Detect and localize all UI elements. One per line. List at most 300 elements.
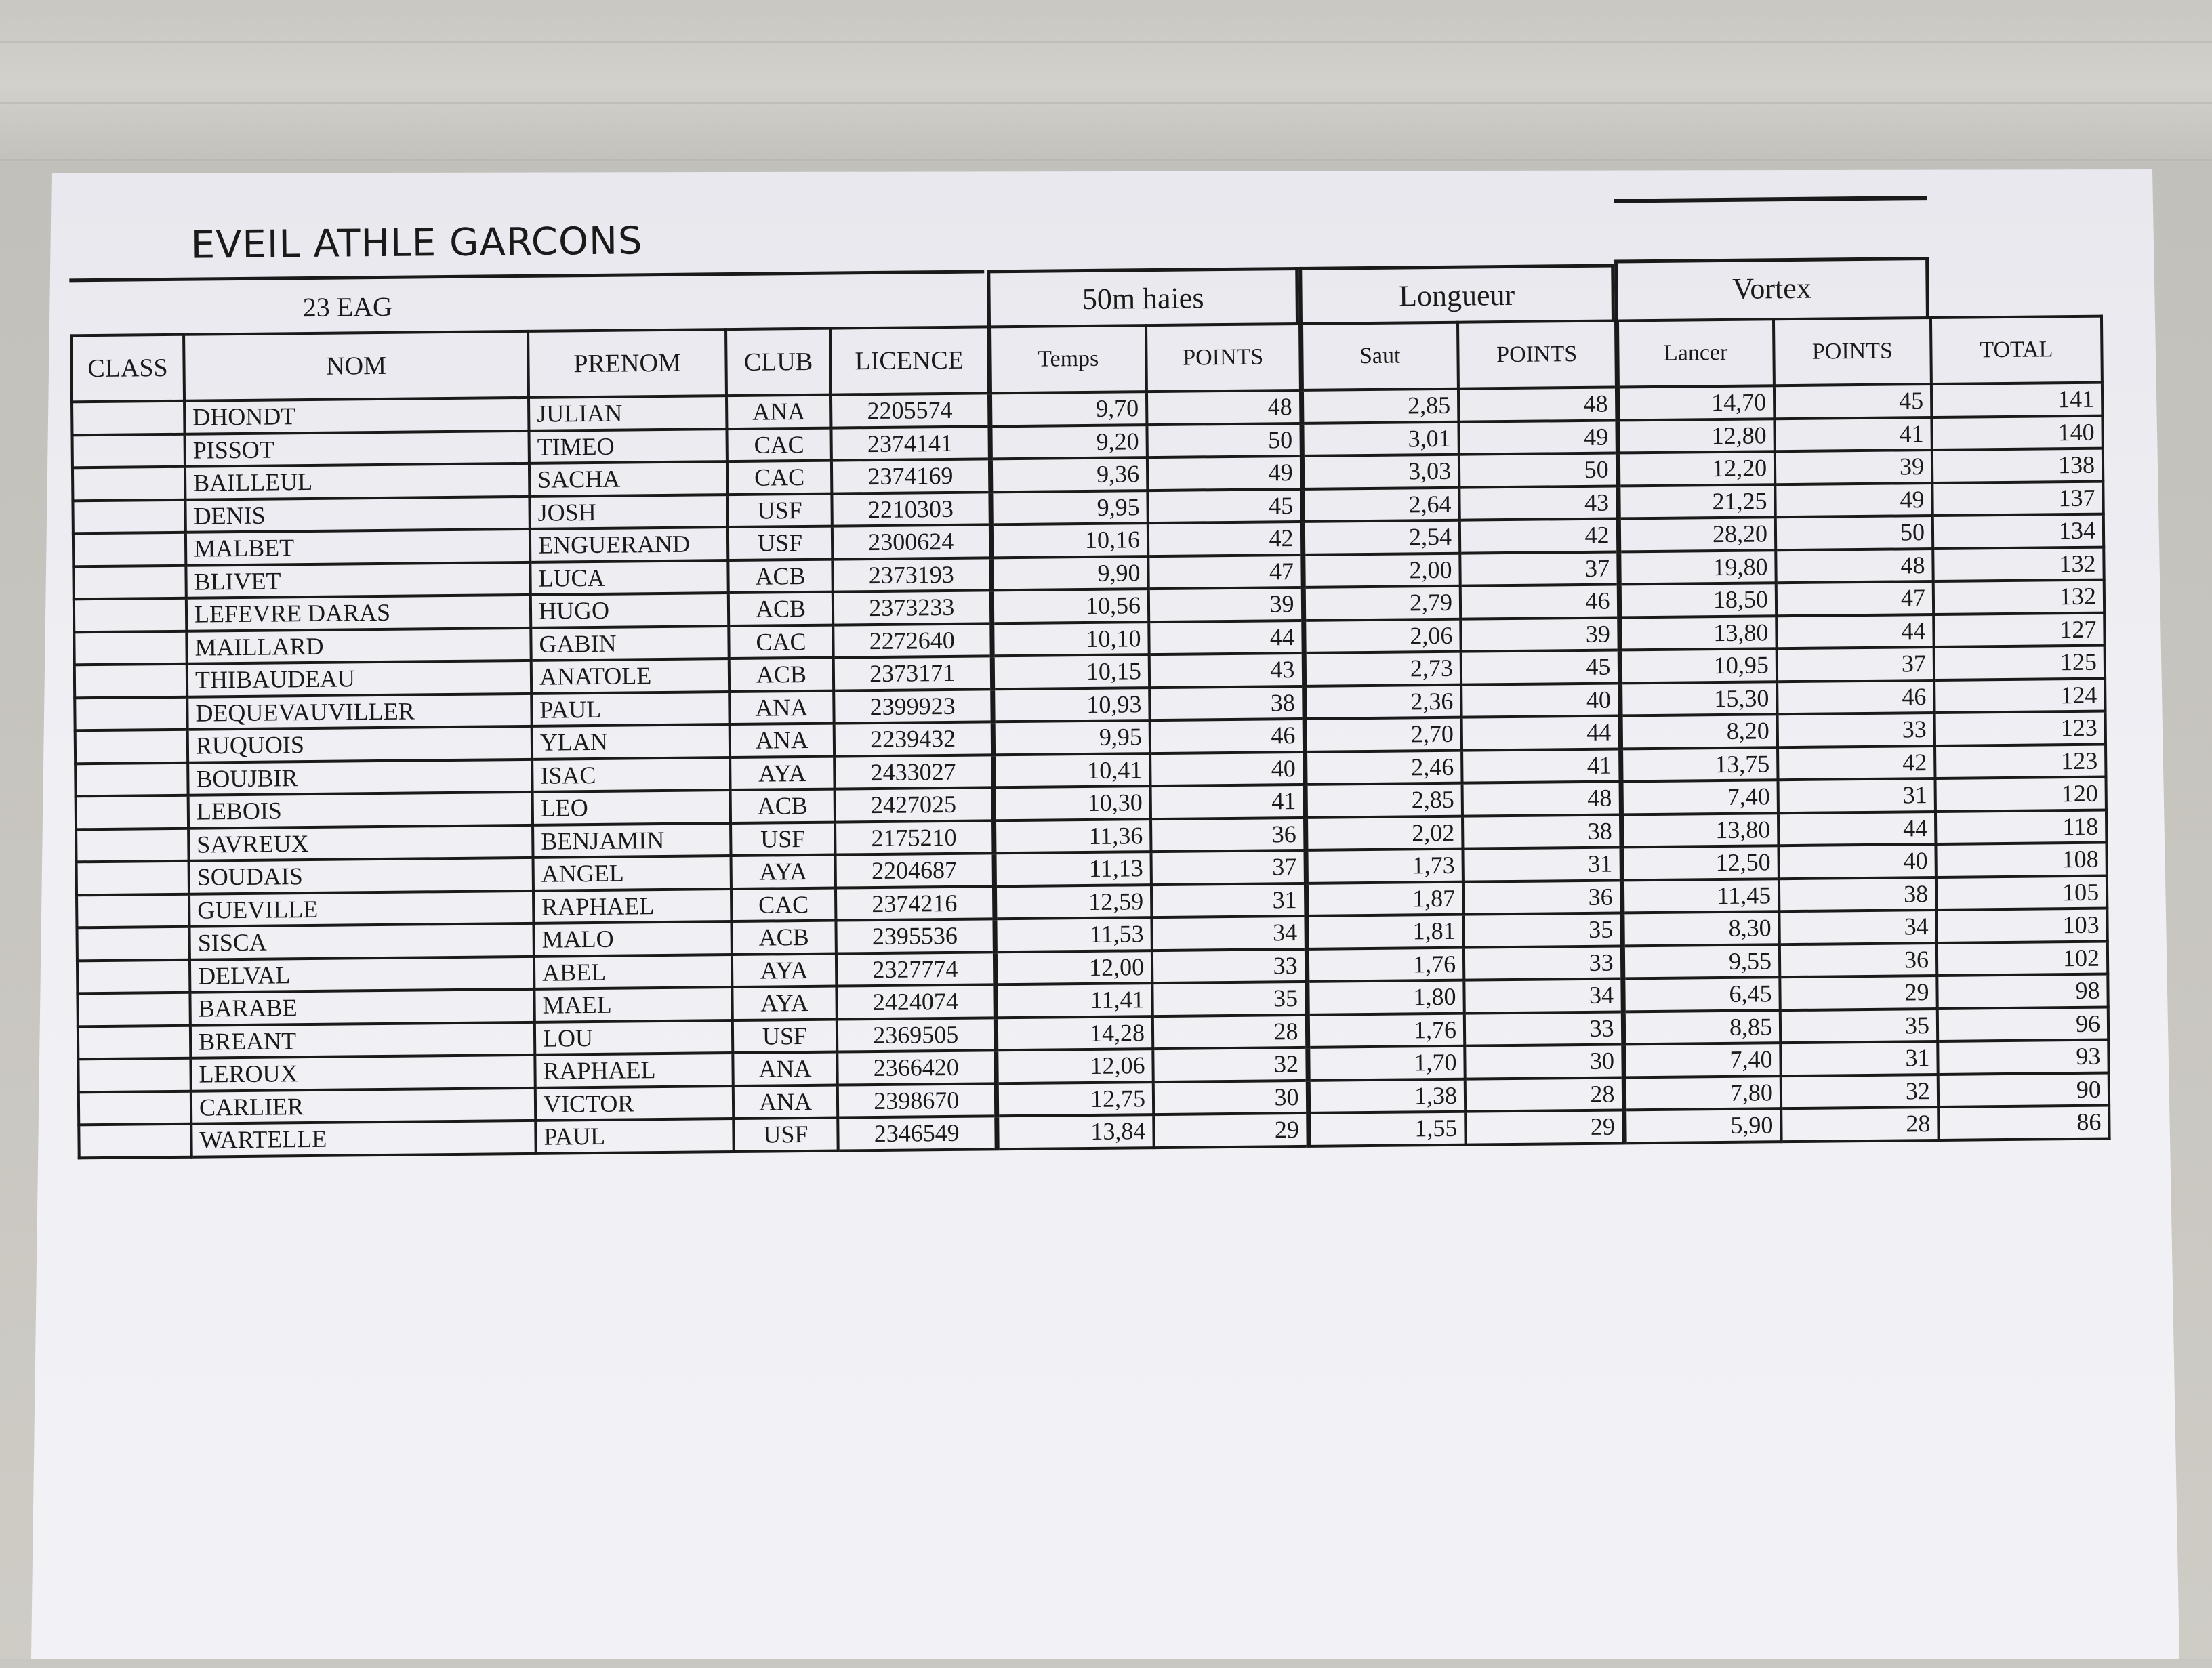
prenom-cell: VICTOR <box>535 1086 733 1121</box>
col-points-longueur: POINTS <box>1458 320 1617 388</box>
prenom-cell: LOU <box>535 1020 733 1055</box>
saut-cell: 2,02 <box>1305 816 1462 850</box>
points-haies-cell: 50 <box>1147 423 1301 457</box>
page-title: EVEIL ATHLE GARCONS <box>190 219 643 268</box>
points-longueur-cell: 44 <box>1462 715 1620 750</box>
club-cell: AYA <box>730 756 834 790</box>
class-cell <box>75 762 188 796</box>
class-cell <box>75 664 187 698</box>
results-body <box>72 383 2110 1158</box>
lancer-cell: 8,85 <box>1623 1010 1780 1045</box>
lancer-cell: 14,70 <box>1617 385 1774 420</box>
col-points-vortex: POINTS <box>1774 318 1931 385</box>
licence-cell: 2210303 <box>832 492 990 526</box>
class-cell <box>73 533 186 566</box>
total-cell: 103 <box>1936 909 2107 943</box>
lancer-cell: 5,90 <box>1624 1108 1781 1143</box>
lancer-cell: 12,50 <box>1621 846 1778 880</box>
lancer-cell: 28,20 <box>1618 517 1776 551</box>
licence-cell: 2175210 <box>835 820 994 855</box>
nom-cell: BARABE <box>190 989 534 1025</box>
event-group-longueur-label: Longueur <box>1398 278 1515 313</box>
col-points-haies: POINTS <box>1146 324 1301 392</box>
class-cell <box>74 631 186 665</box>
club-cell: ANA <box>729 690 834 724</box>
lancer-cell: 15,30 <box>1620 682 1777 716</box>
points-longueur-cell: 43 <box>1459 486 1618 520</box>
lancer-cell: 19,80 <box>1618 550 1776 585</box>
points-longueur-cell: 31 <box>1462 847 1621 881</box>
licence-cell: 2366420 <box>837 1050 996 1085</box>
club-cell: ACB <box>729 592 833 626</box>
temps-cell: 9,20 <box>989 425 1147 459</box>
club-cell: USF <box>733 1118 838 1152</box>
points-vortex-cell: 50 <box>1776 516 1933 550</box>
lancer-cell: 7,80 <box>1624 1076 1781 1110</box>
prenom-cell: TIMEO <box>529 429 726 463</box>
licence-cell: 2373233 <box>833 590 991 625</box>
total-cell: 86 <box>1938 1106 2109 1140</box>
points-vortex-cell: 36 <box>1780 942 1937 977</box>
points-haies-cell: 39 <box>1149 587 1303 622</box>
points-haies-cell: 41 <box>1151 785 1305 819</box>
nom-cell: BAILLEUL <box>185 463 529 499</box>
club-cell: CAC <box>729 625 833 659</box>
temps-cell: 11,41 <box>995 983 1152 1018</box>
club-cell: ACB <box>731 921 836 955</box>
licence-cell: 2205574 <box>831 393 989 428</box>
club-cell: ANA <box>733 1052 837 1086</box>
points-vortex-cell: 44 <box>1776 614 1933 649</box>
lancer-cell: 7,40 <box>1621 780 1778 814</box>
points-haies-cell: 47 <box>1148 554 1303 589</box>
licence-cell: 2398670 <box>838 1083 996 1118</box>
points-longueur-cell: 40 <box>1461 683 1620 717</box>
points-longueur-cell: 36 <box>1463 880 1622 915</box>
prenom-cell: SACHA <box>529 461 727 496</box>
points-longueur-cell: 46 <box>1460 584 1619 619</box>
class-cell <box>79 1091 191 1125</box>
col-lancer: Lancer <box>1616 319 1774 387</box>
licence-cell: 2427025 <box>835 787 994 822</box>
title-underline <box>69 270 984 282</box>
event-group-haies <box>987 267 1299 328</box>
class-cell <box>78 1025 190 1059</box>
saut-cell: 3,03 <box>1302 455 1459 489</box>
points-longueur-cell: 34 <box>1464 978 1622 1013</box>
saut-cell: 2,06 <box>1303 619 1460 653</box>
prenom-cell: ENGUERAND <box>530 527 728 562</box>
club-cell: USF <box>727 493 832 527</box>
results-table <box>70 315 2111 1159</box>
licence-cell: 2373171 <box>834 656 992 690</box>
total-cell: 102 <box>1937 941 2108 976</box>
class-cell <box>73 467 185 501</box>
points-longueur-cell: 49 <box>1458 420 1617 455</box>
points-vortex-cell: 44 <box>1778 811 1936 846</box>
class-cell <box>77 894 189 927</box>
class-cell <box>73 565 186 599</box>
col-temps: Temps <box>989 325 1147 393</box>
temps-cell: 10,93 <box>992 688 1149 722</box>
points-haies-cell: 49 <box>1147 456 1302 491</box>
club-cell: AYA <box>731 855 836 889</box>
prenom-cell: JULIAN <box>529 396 726 430</box>
saut-cell: 2,70 <box>1305 717 1462 752</box>
points-vortex-cell: 39 <box>1775 450 1932 484</box>
saut-cell: 1,81 <box>1306 915 1463 949</box>
points-haies-cell: 34 <box>1151 916 1306 951</box>
club-cell: ANA <box>733 1085 838 1119</box>
lancer-cell: 13,80 <box>1621 813 1778 848</box>
points-longueur-cell: 28 <box>1465 1077 1624 1112</box>
prenom-cell: RAPHAEL <box>533 889 731 923</box>
event-group-haies-label: 50m haies <box>1082 281 1204 316</box>
club-cell: CAC <box>726 428 831 461</box>
lancer-cell: 12,80 <box>1617 419 1774 453</box>
class-cell <box>77 959 190 993</box>
temps-cell: 9,95 <box>990 491 1147 525</box>
lancer-cell: 7,40 <box>1623 1043 1780 1077</box>
nom-cell: BREANT <box>190 1022 535 1058</box>
points-haies-cell: 28 <box>1153 1014 1307 1049</box>
nom-cell: DENIS <box>185 496 529 532</box>
temps-cell: 10,10 <box>991 622 1149 656</box>
points-vortex-cell: 40 <box>1778 844 1936 879</box>
nom-cell: SOUDAIS <box>189 858 533 894</box>
class-cell <box>75 730 188 764</box>
nom-cell: LEBOIS <box>188 792 533 828</box>
total-cell: 138 <box>1932 449 2103 483</box>
class-cell <box>73 499 185 533</box>
saut-cell: 1,76 <box>1307 947 1464 982</box>
prenom-cell: YLAN <box>532 724 730 759</box>
licence-cell: 2369505 <box>837 1018 996 1052</box>
total-cell: 132 <box>1933 547 2104 581</box>
col-saut: Saut <box>1300 322 1458 390</box>
nom-cell: LEFEVRE DARAS <box>186 595 531 631</box>
class-cell <box>77 861 189 895</box>
points-vortex-cell: 48 <box>1776 549 1933 583</box>
lancer-cell: 10,95 <box>1620 648 1777 683</box>
points-longueur-cell: 39 <box>1460 617 1619 652</box>
points-haies-cell: 32 <box>1153 1047 1307 1082</box>
points-haies-cell: 30 <box>1153 1080 1308 1114</box>
temps-cell: 9,90 <box>991 556 1148 591</box>
club-cell: ACB <box>731 789 835 823</box>
class-cell <box>74 598 186 632</box>
points-vortex-cell: 41 <box>1774 417 1931 452</box>
saut-cell: 2,85 <box>1301 389 1458 423</box>
saut-cell: 1,70 <box>1307 1046 1465 1081</box>
points-longueur-cell: 35 <box>1463 913 1622 947</box>
temps-cell: 10,41 <box>993 753 1150 788</box>
lancer-cell: 6,45 <box>1622 977 1780 1012</box>
temps-cell: 10,56 <box>991 589 1149 623</box>
club-cell: ANA <box>726 395 831 429</box>
licence-cell: 2346549 <box>838 1116 996 1150</box>
club-cell: AYA <box>732 986 836 1020</box>
prenom-cell: ANGEL <box>533 856 731 890</box>
prenom-cell: GABIN <box>531 626 729 661</box>
total-cell: 132 <box>1933 580 2104 614</box>
col-prenom: PRENOM <box>528 329 726 398</box>
points-longueur-cell: 33 <box>1465 1012 1623 1046</box>
total-cell: 123 <box>1935 744 2106 778</box>
col-nom: NOM <box>184 331 529 401</box>
prenom-cell: LEO <box>533 790 731 825</box>
nom-cell: THIBAUDEAU <box>187 661 531 696</box>
signature-line <box>1614 196 1927 203</box>
class-cell <box>72 434 184 467</box>
total-cell: 127 <box>1933 612 2104 647</box>
class-cell <box>77 993 190 1026</box>
points-vortex-cell: 47 <box>1776 581 1933 616</box>
points-longueur-cell: 48 <box>1458 387 1617 421</box>
licence-cell: 2424074 <box>836 984 995 1019</box>
class-cell <box>78 1058 190 1092</box>
prenom-cell: MALO <box>533 921 731 956</box>
points-haies-cell: 35 <box>1152 982 1307 1016</box>
temps-cell: 12,75 <box>996 1082 1153 1117</box>
nom-cell: SAVREUX <box>188 825 533 860</box>
lancer-cell: 18,50 <box>1619 583 1776 617</box>
total-cell: 96 <box>1938 1007 2108 1041</box>
club-cell: USF <box>728 526 832 560</box>
total-cell: 108 <box>1936 843 2106 877</box>
saut-cell: 1,87 <box>1306 881 1463 916</box>
nom-cell: PISSOT <box>184 430 529 466</box>
saut-cell: 2,85 <box>1305 783 1462 818</box>
club-cell: ANA <box>730 724 834 757</box>
prenom-cell: BENJAMIN <box>533 823 731 858</box>
points-vortex-cell: 46 <box>1777 680 1934 715</box>
total-cell: 93 <box>1938 1040 2108 1075</box>
nom-cell: WARTELLE <box>191 1121 535 1156</box>
points-vortex-cell: 42 <box>1778 745 1935 780</box>
club-cell: USF <box>733 1019 837 1053</box>
temps-cell: 10,30 <box>994 786 1151 820</box>
class-cell <box>72 401 184 435</box>
col-total: TOTAL <box>1931 316 2102 384</box>
total-cell: 98 <box>1937 974 2108 1009</box>
prenom-cell: PAUL <box>535 1119 733 1153</box>
lancer-cell: 12,20 <box>1618 451 1775 486</box>
class-cell <box>76 795 188 829</box>
prenom-cell: ANATOLE <box>531 659 729 693</box>
points-vortex-cell: 37 <box>1777 647 1934 682</box>
nom-cell: GUEVILLE <box>189 890 533 926</box>
points-longueur-cell: 45 <box>1461 650 1620 684</box>
prenom-cell: MAEL <box>534 987 732 1022</box>
lancer-cell: 21,25 <box>1618 484 1775 519</box>
saut-cell: 2,64 <box>1302 487 1459 522</box>
saut-cell: 1,55 <box>1308 1112 1465 1146</box>
nom-cell: RUQUOIS <box>188 726 532 762</box>
class-cell <box>76 828 188 862</box>
total-cell: 90 <box>1938 1072 2109 1107</box>
licence-cell: 2204687 <box>835 853 994 888</box>
points-vortex-cell: 35 <box>1780 1008 1938 1043</box>
temps-cell: 12,00 <box>995 951 1152 985</box>
temps-cell: 9,36 <box>990 457 1147 492</box>
points-vortex-cell: 33 <box>1778 713 1935 747</box>
total-cell: 140 <box>1931 415 2102 450</box>
total-cell: 134 <box>1933 514 2104 549</box>
prenom-cell: RAPHAEL <box>535 1053 733 1087</box>
col-club: CLUB <box>726 329 831 396</box>
total-cell: 105 <box>1936 875 2107 910</box>
points-haies-cell: 37 <box>1151 850 1305 885</box>
saut-cell: 2,73 <box>1304 652 1461 686</box>
nom-cell: DEQUEVAUVILLER <box>187 693 531 729</box>
prenom-cell: JOSH <box>529 495 727 529</box>
points-longueur-cell: 29 <box>1465 1110 1624 1144</box>
lancer-cell: 13,80 <box>1619 616 1776 650</box>
licence-cell: 2327774 <box>836 952 995 986</box>
total-cell: 125 <box>1934 646 2105 680</box>
licence-cell: 2239432 <box>834 722 993 756</box>
temps-cell: 12,06 <box>996 1049 1153 1083</box>
nom-cell: BOUJBIR <box>188 759 532 795</box>
nom-cell: BLIVET <box>186 562 530 598</box>
points-vortex-cell: 28 <box>1781 1107 1938 1142</box>
nom-cell: MAILLARD <box>186 627 531 663</box>
points-longueur-cell: 50 <box>1459 453 1618 487</box>
nom-cell: SISCA <box>189 923 533 959</box>
temps-cell: 12,59 <box>994 885 1151 919</box>
points-haies-cell: 33 <box>1152 948 1307 983</box>
total-cell: 120 <box>1935 777 2106 812</box>
club-cell: USF <box>731 822 835 856</box>
points-longueur-cell: 42 <box>1460 518 1618 553</box>
licence-cell: 2374216 <box>836 886 994 921</box>
total-cell: 124 <box>1934 678 2105 713</box>
points-vortex-cell: 45 <box>1774 384 1931 419</box>
temps-cell: 9,70 <box>989 392 1147 426</box>
lancer-cell: 13,75 <box>1620 747 1778 782</box>
nom-cell: LEROUX <box>190 1055 535 1091</box>
class-cell <box>79 1124 191 1158</box>
temps-cell: 9,95 <box>993 720 1150 755</box>
club-cell: CAC <box>731 888 836 921</box>
points-longueur-cell: 41 <box>1462 749 1620 783</box>
nom-cell: CARLIER <box>191 1087 535 1123</box>
licence-cell: 2433027 <box>834 755 993 789</box>
club-cell: AYA <box>732 953 836 987</box>
nom-cell: DELVAL <box>190 956 534 992</box>
prenom-cell: ISAC <box>532 757 730 792</box>
total-cell: 141 <box>1931 383 2102 417</box>
total-cell: 123 <box>1935 711 2106 746</box>
temps-cell: 13,84 <box>996 1114 1153 1149</box>
licence-cell: 2399923 <box>834 689 992 724</box>
col-licence: LICENCE <box>830 327 989 394</box>
saut-cell: 2,46 <box>1305 750 1462 785</box>
saut-cell: 1,76 <box>1307 1013 1465 1047</box>
prenom-cell: LUCA <box>530 560 728 595</box>
points-longueur-cell: 48 <box>1462 781 1621 816</box>
licence-cell: 2300624 <box>832 524 991 559</box>
temps-cell: 11,36 <box>994 819 1151 854</box>
licence-cell: 2395536 <box>836 919 994 953</box>
points-vortex-cell: 34 <box>1779 910 1936 944</box>
lancer-cell: 8,20 <box>1620 714 1778 749</box>
points-vortex-cell: 49 <box>1775 483 1932 518</box>
points-vortex-cell: 31 <box>1778 778 1936 813</box>
event-group-vortex-label: Vortex <box>1732 271 1812 306</box>
class-cell <box>75 696 187 730</box>
saut-cell: 2,54 <box>1303 520 1460 555</box>
prenom-cell: ABEL <box>534 955 732 989</box>
points-haies-cell: 38 <box>1149 686 1304 720</box>
saut-cell: 1,38 <box>1308 1079 1465 1113</box>
saut-cell: 1,73 <box>1305 849 1462 883</box>
lancer-cell: 8,30 <box>1622 911 1779 946</box>
club-cell: CAC <box>727 461 832 495</box>
points-haies-cell: 44 <box>1149 620 1303 654</box>
prenom-cell: PAUL <box>531 692 729 726</box>
points-haies-cell: 40 <box>1150 751 1305 786</box>
temps-cell: 10,16 <box>991 523 1148 558</box>
saut-cell: 2,79 <box>1303 586 1460 621</box>
points-longueur-cell: 37 <box>1460 551 1618 586</box>
col-class: CLASS <box>71 335 184 402</box>
temps-cell: 11,53 <box>994 917 1151 952</box>
total-cell: 118 <box>1936 810 2106 844</box>
saut-cell: 3,01 <box>1301 421 1458 456</box>
points-haies-cell: 46 <box>1150 719 1305 753</box>
temps-cell: 11,13 <box>994 852 1151 886</box>
points-haies-cell: 43 <box>1149 653 1304 688</box>
points-haies-cell: 42 <box>1148 522 1303 556</box>
total-cell: 137 <box>1932 481 2103 516</box>
licence-cell: 2373193 <box>832 558 991 592</box>
saut-cell: 2,36 <box>1304 684 1461 719</box>
club-cell: ACB <box>729 658 834 692</box>
points-vortex-cell: 38 <box>1779 877 1936 911</box>
temps-cell: 10,15 <box>992 654 1149 689</box>
points-haies-cell: 48 <box>1147 390 1301 425</box>
lancer-cell: 9,55 <box>1622 944 1780 979</box>
points-longueur-cell: 33 <box>1464 946 1622 980</box>
temps-cell: 14,28 <box>996 1016 1153 1051</box>
points-vortex-cell: 31 <box>1780 1041 1938 1076</box>
event-group-longueur <box>1298 264 1615 325</box>
saut-cell: 1,80 <box>1307 980 1464 1015</box>
nom-cell: MALBET <box>186 529 530 565</box>
points-longueur-cell: 38 <box>1462 814 1621 849</box>
points-vortex-cell: 29 <box>1780 976 1937 1010</box>
licence-cell: 2272640 <box>833 623 991 658</box>
licence-cell: 2374169 <box>832 459 990 493</box>
category-label: 23 EAG <box>302 291 393 323</box>
nom-cell: DHONDT <box>184 398 529 434</box>
points-vortex-cell: 32 <box>1781 1074 1938 1108</box>
lancer-cell: 11,45 <box>1622 879 1779 913</box>
points-haies-cell: 29 <box>1153 1113 1308 1148</box>
points-longueur-cell: 30 <box>1465 1044 1623 1079</box>
event-group-vortex <box>1614 257 1929 322</box>
licence-cell: 2374141 <box>831 426 989 461</box>
club-cell: ACB <box>728 559 832 593</box>
class-cell <box>77 927 189 961</box>
saut-cell: 2,00 <box>1303 553 1460 587</box>
points-haies-cell: 45 <box>1147 488 1302 523</box>
points-haies-cell: 36 <box>1151 817 1305 852</box>
prenom-cell: HUGO <box>531 593 729 627</box>
points-haies-cell: 31 <box>1151 883 1306 917</box>
